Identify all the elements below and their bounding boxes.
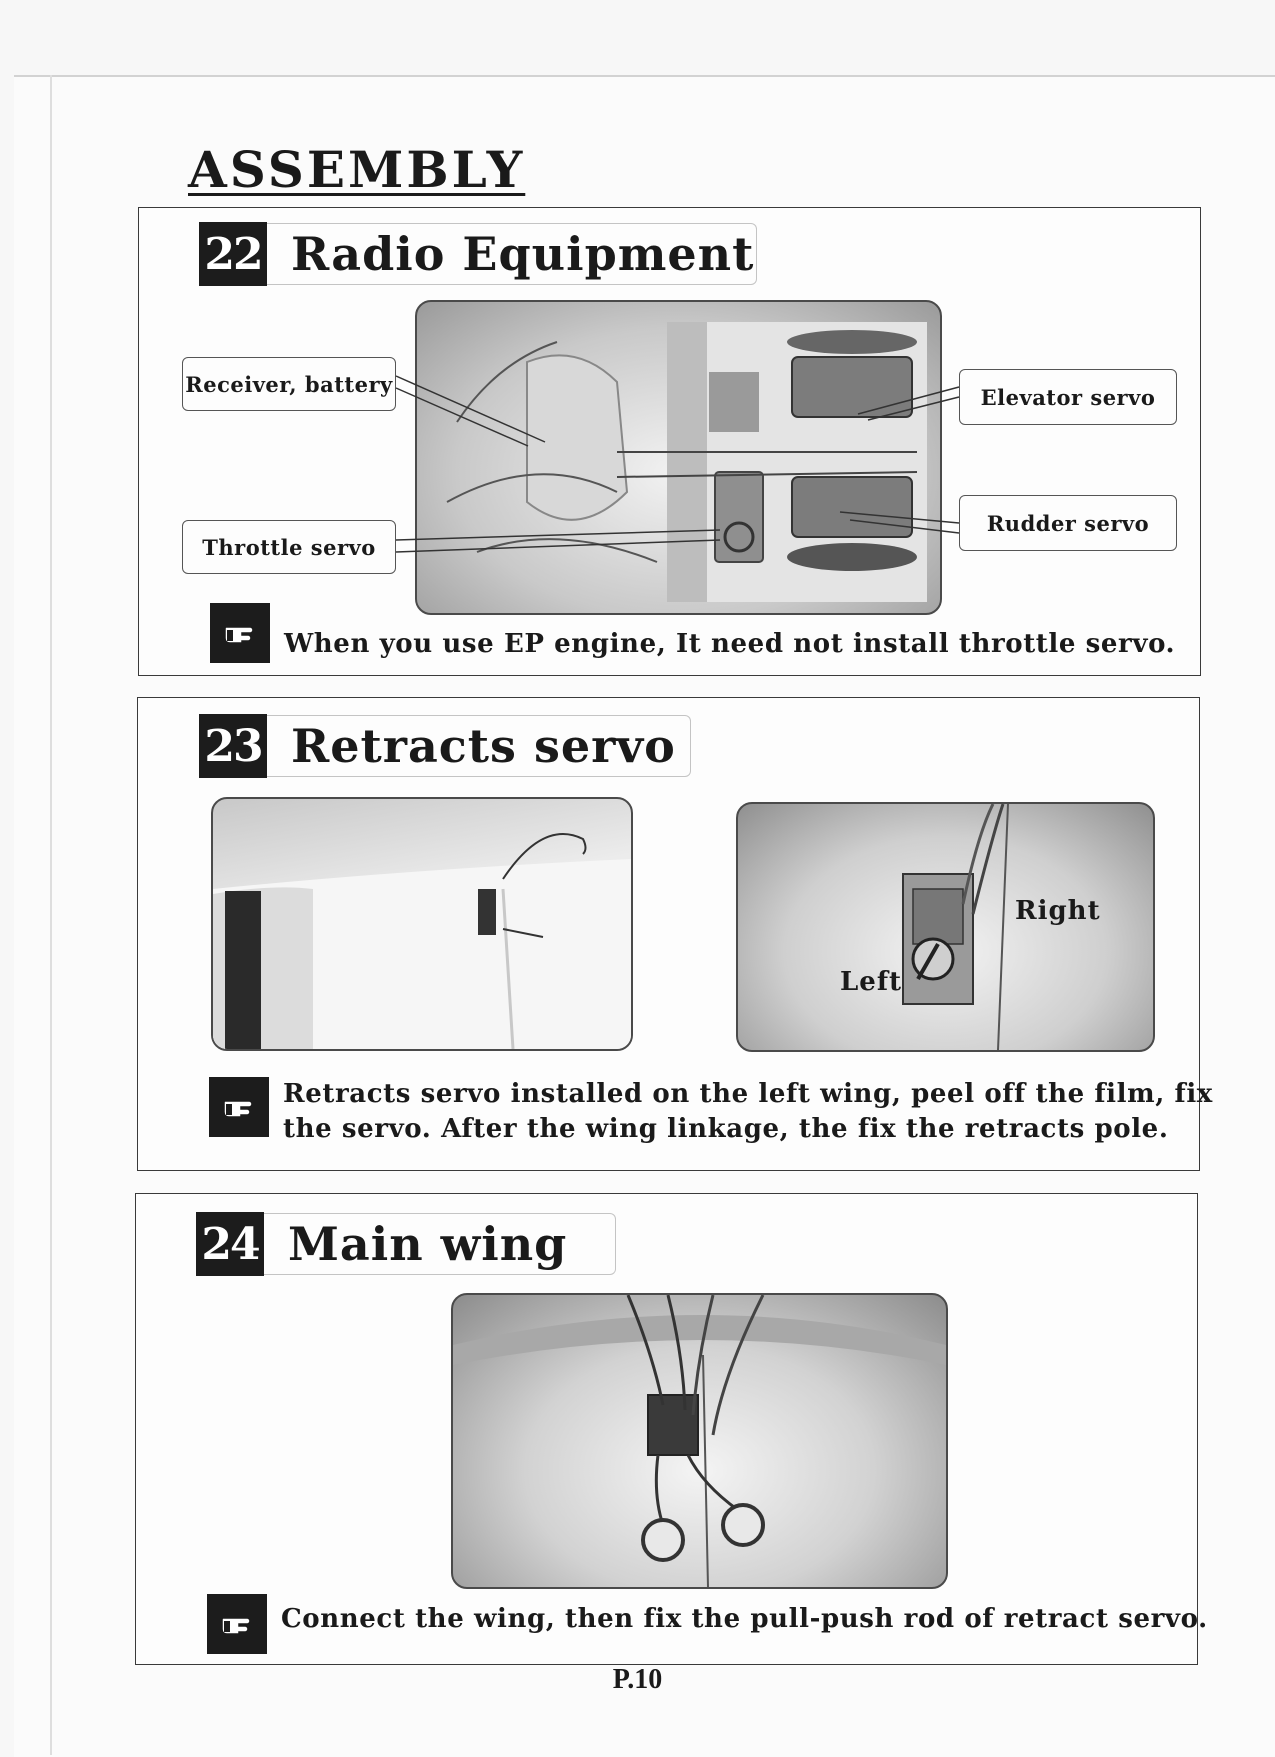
note-text: When you use EP engine, It need not install throttle servo.: [284, 629, 1176, 659]
note-text: [269, 1077, 1213, 1147]
page-number: P.10: [612, 1664, 663, 1695]
step-24-heading: [196, 1212, 616, 1276]
pointing-hand-icon: [210, 603, 270, 663]
step-number-badge: 24: [196, 1212, 264, 1276]
step-number-badge: 22: [199, 222, 267, 286]
pointing-hand-icon: [209, 1077, 269, 1137]
step-title: Main wing: [264, 1213, 616, 1275]
step-title: Radio Equipment: [267, 223, 757, 285]
wing-illustration: [213, 799, 631, 1049]
step-23-heading: [199, 714, 691, 778]
pointing-hand-icon: [207, 1594, 267, 1654]
retracts-servo-closeup-photo: [736, 802, 1155, 1052]
step-number-badge: 23: [199, 714, 267, 778]
page-title: ASSEMBLY: [188, 140, 526, 199]
step-title: Retracts servo: [267, 715, 691, 777]
step-22-note: [210, 603, 1175, 663]
photo-label-left: Left: [840, 967, 903, 997]
step-22-heading: [199, 222, 757, 286]
note-line-1: Retracts servo installed on the left wing, peel off the film, fix: [283, 1079, 1213, 1109]
note-line-2: the servo. After the wing linkage, the fix the retracts pole.: [283, 1114, 1169, 1144]
step-24-note: [207, 1594, 1208, 1654]
callout-rudder-servo: Rudder servo: [959, 495, 1177, 551]
main-wing-illustration: [453, 1295, 946, 1587]
radio-equipment-illustration: [417, 302, 940, 613]
page-fold-line: [50, 75, 52, 1755]
callout-elevator-servo: Elevator servo: [959, 369, 1177, 425]
callout-receiver-battery: Receiver, battery: [182, 357, 396, 411]
retracts-servo-wing-photo: [211, 797, 633, 1051]
step-23-note: [209, 1077, 1213, 1147]
main-wing-photo: [451, 1293, 948, 1589]
note-text: Connect the wing, then fix the pull-push rod of retract servo.: [281, 1604, 1208, 1634]
radio-equipment-photo: [415, 300, 942, 615]
callout-throttle-servo: Throttle servo: [182, 520, 396, 574]
servo-closeup-illustration: [738, 804, 1153, 1050]
photo-label-right: Right: [1015, 896, 1101, 926]
